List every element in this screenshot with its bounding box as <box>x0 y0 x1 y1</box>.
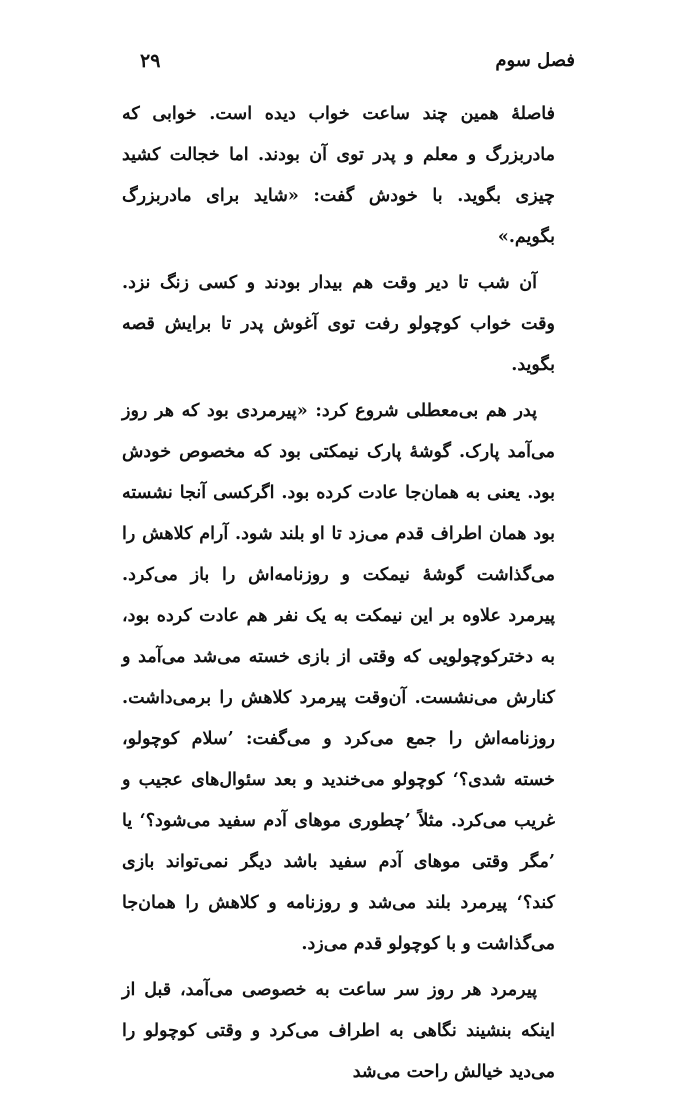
body-text <box>122 94 555 1093</box>
page-number: ۲۹ <box>140 50 161 72</box>
page-header <box>140 50 575 80</box>
paragraph: پیرمرد هر روز سر ساعت به خصوصی می‌آمد، قبل از اینکه بنشیند نگاهی به اطراف می‌کرد و وقتی کوچولو را می‌دید خیالش راحت می‌شد <box>122 980 555 1082</box>
paragraph: آن شب تا دیر وقت هم بیدار بودند و کسی زنگ نزد. وقت خواب کوچولو رفت توی آغوش پدر تا برایش قصه بگوید. <box>122 273 555 375</box>
paragraph: پدر هم بی‌معطلی شروع کرد: «پیرمردی بود که هر روز می‌آمد پارک. گوشهٔ پارک نیمکتی بود که مخصوص خودش بود. یعنی به همان‌جا عادت کرده بود. اگرکسی آنجا نشسته بود همان اطراف قدم می‌زد تا او بلند شود. آرام کلاهش را می‌گذاشت گوشهٔ نیمکت و روزنامه‌اش را باز می‌کرد. پیرمرد علاوه بر این نیمکت به یک نفر هم عادت کرده بود، به دخترکوچولویی که وقتی از بازی خسته می‌شد می‌آمد و کنارش می‌نشست. آن‌وقت پیرمرد کلاهش را برمی‌داشت. روزنامه‌اش را جمع می‌کرد و می‌گفت: ’سلام کوچولو، خسته شدی؟‘ کوچولو می‌خندید و بعد سئوال‌های عجیب و غریب می‌کرد. مثلاً ’چطوری موهای آدم سفید می‌شود؟‘ یا ’مگر وقتی موهای آدم سفید باشد دیگر نمی‌تواند بازی کند؟‘ پیرمرد بلند می‌شد و روزنامه و کلاهش را همان‌جا می‌گذاشت و با کوچولو قدم می‌زد. <box>122 401 555 954</box>
chapter-title: فصل سوم <box>495 50 575 71</box>
paragraph: فاصلهٔ همین چند ساعت خواب دیده است. خوابی که مادربزرگ و معلم و پدر توی آن بودند. اما خجالت کشید چیزی بگوید. با خودش گفت: «شاید برای مادربزرگ بگویم.» <box>122 104 555 247</box>
